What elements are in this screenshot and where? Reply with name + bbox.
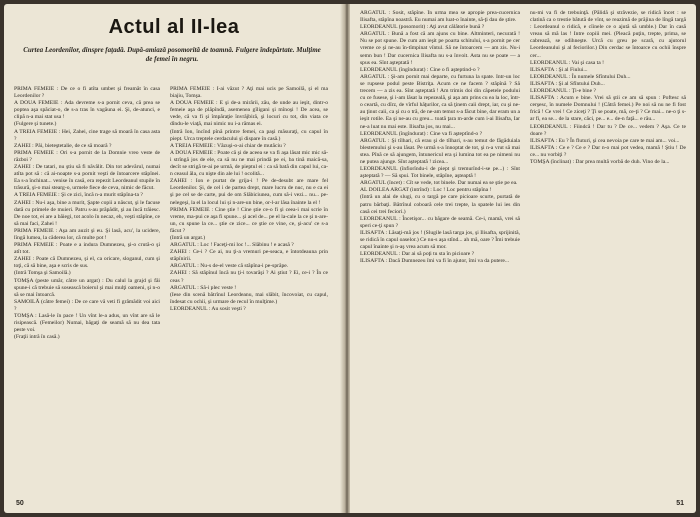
- paragraph: A TREIA FEMEIE : Şi ce zici, încă n-a murit stăpîna-ta ?: [14, 192, 143, 199]
- left-column-2: [170, 86, 328, 501]
- right-column-2: [530, 10, 686, 500]
- paragraph: LEORDEANUL : Fiindcă ! Dar tu ? De ce... vedem ? Aşa. Ce te doare ?: [530, 123, 686, 137]
- paragraph: LEORDEANUL : În numele Sfîntului Duh...: [530, 73, 631, 80]
- left-column-1: [14, 86, 160, 501]
- paragraph: AL DOILEA ARGAT (intrînd) : Loc ! Loc pentru stăpîna !: [360, 187, 492, 194]
- paragraph: ZAHEI : Ion e purtat de grija-i ! Pe de-desubt are mare fel Leordenilor. Şi, de cel i de partea drept, mare lucru de nuc, nu e ca ei şi pe cel se de carte, pui de om Slăbiciunea, cum să-i vezi... nu... pe-nelegeşi, la el la locul lui și n-are-un bine, or-l-ar lăsa înainte la el !: [170, 178, 328, 206]
- paragraph: ARGATUL : Să-i plec veste !: [170, 284, 237, 291]
- paragraph: ZAHEI : Să stăpînul încă nu ţi-i tovarăşi ? Ai ştiut ? Ei, ce-i ? În ce ceas ?: [170, 270, 328, 284]
- paragraph: PRIMA FEMEIE : Ori s-a pornit de la Domnie vreo veste de război ?: [14, 149, 160, 163]
- paragraph: (Fraţii intră în casă.): [14, 334, 60, 341]
- paragraph: LEORDEANUL (îngîndurat) : Cine va fi aşteptînd-o ?: [360, 130, 483, 137]
- act-title: Actul al II-lea: [108, 16, 240, 38]
- paragraph: LEORDEANUL (posomorit) : Aţi avut călătorie bună ?: [360, 24, 485, 31]
- scene-description: Curtea Leordenilor, dinspre faţadă. După-amiază posomorită de toamnă. Fulgere îndepărtate. Mulţime de femei în negru.: [23, 46, 321, 63]
- page-number-right: 51: [676, 500, 684, 507]
- paragraph: ZAHEI : Nu-i aşa, bine a murit, Şapte copii a născut, şi le facuse dată cu primele de muieri. Patru s-au prăpădit, şi au încă trăiesc. De noe tot, ei are a băiegi, tot acolo în necaz, eh, veşti stăpîne, ce să mai faci, Zahei !: [14, 199, 160, 227]
- paragraph: ARGATUL : Loc ! Faceţi-mi loc !... Slăbinu ! e acasă ?: [170, 242, 294, 249]
- paragraph: ILISAFTA : Şi al Sfîntului Duh...: [530, 80, 605, 87]
- paragraph: TOMŞA : Lasă-le în pace ! Un vînt le-a adus, un vînt are să le risipească. (Femeilor) Numai, băgaţi de seamă să nu dea tata peste voi.: [14, 313, 160, 334]
- paragraph: TOMŞA (peste umăr, către un argat) : Du calul la grajd şi făi spune-i că trebuie să sosească boierul şi mai mulţi oameni, şi n-o să se mai întoarcă.: [14, 277, 160, 298]
- paragraph: ARGATUL : Bună a fost că am ajuns cu bine. Altminteri, necurată ! Nu se pot spune. De cum am ieşit pe poarta schitului, s-a pornit pe cer vreme ce şi ne-au în-tîmpinat vîntul. Să ne întoarcem — am zis. Nu-i semn bun ! Dar cucernica Ilisafta nu s-a învoit. Asta nu se poate — a spus ea. Sînt aşteptată !: [360, 31, 520, 66]
- paragraph: A TREIA FEMEIE : Hei, Zahei, cine trage să moară în casa asta ?: [14, 128, 160, 142]
- paragraph: TOMŞA (înclinat) : Dar prea multă vorbă de duh. Vino de la...: [530, 158, 670, 165]
- paragraph: LEORDEANUL (îngîndurat) : Cine o fi aşteptind-o ?: [360, 66, 480, 73]
- paragraph: (Intră un argat.): [170, 234, 206, 241]
- paragraph: ILISAFTA : Şi al Fiului...: [530, 66, 588, 73]
- left-page: [4, 4, 344, 513]
- paragraph: ILISAFTA : Eu ? În fluturi, şi cea nevoia pe care te mai am... voi...: [530, 137, 680, 144]
- paragraph: ILISAFTA : Ce e ? Ce e ? Dar n-o mai pot vedea, mamă ! Ştiu ! De ce... nu vorbiţi ?: [530, 144, 686, 158]
- paragraph: A DOUA FEMEIE : Poate că şi de aceea se va fi aşa lăsat mic mic să-i strîngă jos de ele, ca să nu ne mai prindă pe ei, ba tină maică-sa, decît se strigă te-ai pe urmă, de pieptul ei : ca să bată din capul lui, ca-n ceasul ăla, cu nişte din ale lui ! ocolită...: [170, 149, 328, 178]
- paragraph: A TREIA FEMEIE : Văzuşi-o-ai chiar de mutăciu ?: [170, 142, 286, 149]
- paragraph: LEORDEANUL : Dar ai să poţi tu sta în picioare ?: [360, 251, 475, 258]
- right-page: [350, 4, 696, 513]
- paragraph: ARGATUL : Şi-am pornit mai departe, cu furtuna la spate. Intr-un loc se rupsese podul peste Bistriţa. Acum ce ne facem ? stăpînă ? Să trecem — a zis ea. Sînt aşteptată ! Am trimis doi din căpetele podului cu ce fusese, şi i-am lăsat la repezeală, şi aşa am prins cu ea la loc, într-o ceartă, cu dîrz, de vîrful hăţurilor, ca să ţinem caii drept, iar, cu şi ne-au ţinut caii, ca şi cu o tră, de ne-am temut s-a făcut bine, dar eram un a ieşit rotile. Ea şi ne-au cu greu... toată ţara m-arde cum i-ai Ilisafta, Iar ne-a luat nu mai este. Ilisafta jos, nu mai...: [360, 73, 520, 130]
- paragraph: ARGATUL : Sosit, stăpîne. În urma mea se apropie prea-cucernica Ilisafta, stăpîna noastră. Eu numai am luat-o înainte, să-ţi dau de ştire.: [360, 10, 520, 24]
- paragraph: (Fulgere şi tunete.): [14, 121, 57, 128]
- paragraph: (Intră un alai de slugi, cu o targă pe care picioare scurte, purtată de patru bărbaţi. Bătrînul coboară cele trei trepte, la spatele lui ies din casă cei trei feciori.): [360, 194, 520, 215]
- paragraph: LEORDEANUL : Au sosit veşti ?: [170, 305, 246, 312]
- paragraph: (Intră Tomşa şi Samoilă.): [14, 270, 71, 277]
- paragraph: (Intră Ion, încînd pînă printre femei, ca paşi măsuraţi, cu capul în piept. Urca treptele cerdacului şi dispare în casă.): [170, 128, 328, 142]
- paragraph: ARGATUL (încet) : Cît se vede, tot binele. Dar numai ea se ştie pe ea.: [360, 180, 518, 187]
- paragraph: PRIMA FEMEIE : Aşa am auzit şi eu. Şi lasă, acu', la ucidere, lîngă lumea, la căderea lor, că multe pot !: [14, 227, 160, 241]
- paragraph: PRIMA FEMEIE : I-ai văzut ? Aţi mai ucis pe Samoilă, şi el ma biajiu, Tomşa.: [170, 86, 328, 100]
- paragraph: PRIMA FEMEIE : De ce o fi atîta umbet şi freamăt în casa Leordenilor ?: [14, 86, 160, 100]
- paragraph: LEORDEANUL : Încetişor... cu băgare de seamă. Ce-i, mamă, vrei să speri ce-ţi spun ?: [360, 215, 520, 229]
- paragraph: ZAHEI : De tatari, nu ştiu să fi năvălit. Din tot adevărul, numai atîta pot să : că ai-noapte s-a pornit veşti de întoarcere stăpînei. Ea s-a închinat... venise în casă, era repezit Leordeanul stupile în trăsură, şi-o mai stearg-o, urmele fiece de ceva, nimic de făcut.: [14, 164, 160, 192]
- paragraph: ARGATUL : Nu-s de-el veste că stăpîna-i pe-sprăpe.: [170, 263, 289, 270]
- paragraph: ILISAFTA : Lăsaţi-mă jos ! (Slugile lasă targa jos, şi Ilisafta, sprijinită, se ridică în capul oaselor.) Ce nu-s aşa stînd... ah mă, oare ? Îmi trebuie capul înainte şi n-aş vrea acum să mor.: [360, 229, 520, 251]
- paragraph: ZAHEI : Poate că Dumnezeu, şi el, ca oricare, sloganul, cum şi toţi, că să bine, aşa e scris de sus.: [14, 256, 160, 270]
- paragraph: PRIMA FEMEIE : Cine ştie ! Cine ştie ce-o fi şi ceea-i mai scrie în vreme, ma-pui ce aşa fi spune... şi acel de... pe el la-cale la ce şi n-are-un, cu spune la ce... ştie ce zice... ce ştie ce vine, ce, şi-acu' ce s-a făcut ?: [170, 206, 328, 234]
- paragraph: LEORDEANUL (înfiorîndu-i de piept şi tremurînd-i-se pe...) : Sînt aşteptată ? — Să spui. Tot binele, stăpîne, aşteaptă !: [360, 166, 520, 180]
- paragraph: ZAHEI : Ce-i ? Ce ai, nu ţi-a vremuri pe-seaca, e întotdeauna prin stăpînirii.: [170, 249, 328, 263]
- paragraph: PRIMA FEMEIE : Poate e a indura Dumnezeu, şi-o crută-o şi atît tot.: [14, 242, 160, 256]
- page-number-left: 50: [16, 500, 24, 507]
- paragraph: SAMOILĂ (către femei) : De ce care vă veti fi grămădit voi aici ?: [14, 298, 160, 312]
- paragraph: A DOUA FEMEIE : E şi de-a mirării, zău, de unde au ieşit, dintr-o femeie aşa de plăpîndă, asemenea gîligani şi mînoşi ! De acea, se vede, că va fi şi împăraţie învrăjbiră, şi locuri cu tot, din viata ce dîndu-le viaţă, mai nimic nu i-a rămas ei.: [170, 100, 328, 128]
- paragraph: LEORDEANUL : Ţi-e bine ?: [530, 88, 596, 95]
- paragraph: (Iese din scenă bătrînul Leordeanu, mai slăbit, încovoiat, cu capul, îndesat cu ochii, şi urmare de recul în mulţime.): [170, 291, 328, 305]
- paragraph: nu-mi va fi de trebuinţă. (Pălidă şi străvezie, se ridică încet : se clatină ca o trestie bătută de vînt, se reazimă de prăjina de lîngă targă : Leordeanul o ridică, e cîinele ce o ajută să umble.) Dar în casă vreau să mă las ! Intre copiii mei. (Pleacă puţin, trepte, prima, se cabrează, se odihneşte. Urcă cu greu pe scară, cu ajutorul Leordeanului şi al feciorilor.) Din cerdac se întoarce cu ochii înspre cer...: [530, 10, 686, 59]
- paragraph: ARGATUL : Şi tîlhari, că erau şi de tîlhari, s-au temut de făgăduiala blestemului şi s-au lăsat. Pe urmă s-a înnoptat de tot, şi n-a vrut să mai stea. Pînă ce să ajungem, întunericul era şi lumina tot ea pe nimeni nu ne putea ajunge. Sînt aşteptată ! zicea...: [360, 137, 520, 165]
- right-column-1: [360, 10, 520, 500]
- paragraph: ILISAFTA : Dacă Dumnezeu îmi va fi în ajutor, îmi va da putere...: [360, 258, 510, 265]
- paragraph: ZAHEI : Păi, bieteştetalie, de ce să moară ?: [14, 142, 112, 149]
- paragraph: ILISAFTA : Acum e bine. Vrei să ştii ce am să spun : Poftesc să cerşesc, în numele Domnului ! (Cătră femei.) Pe noi să nu ne fi fost frică ! Ce vrei ! Ce ziceţi ? Ţi se poate, mă, ce-ţi ? Ce mai... ne-o ţi s-ar fi, ea se... de la stare, căci, pe... e... de-n faţă... e rău...: [530, 95, 686, 123]
- paragraph: LEORDEANUL : Vai şi casa ta !: [530, 59, 604, 66]
- paragraph: A DOUA FEMEIE : Ada devreme s-a pornit ceva, că prea se poptea aşa spăciat-o, de s-a tras în vagăuna ei. Şi, de-atunci, e clipă n-a mai stat usa !: [14, 100, 160, 121]
